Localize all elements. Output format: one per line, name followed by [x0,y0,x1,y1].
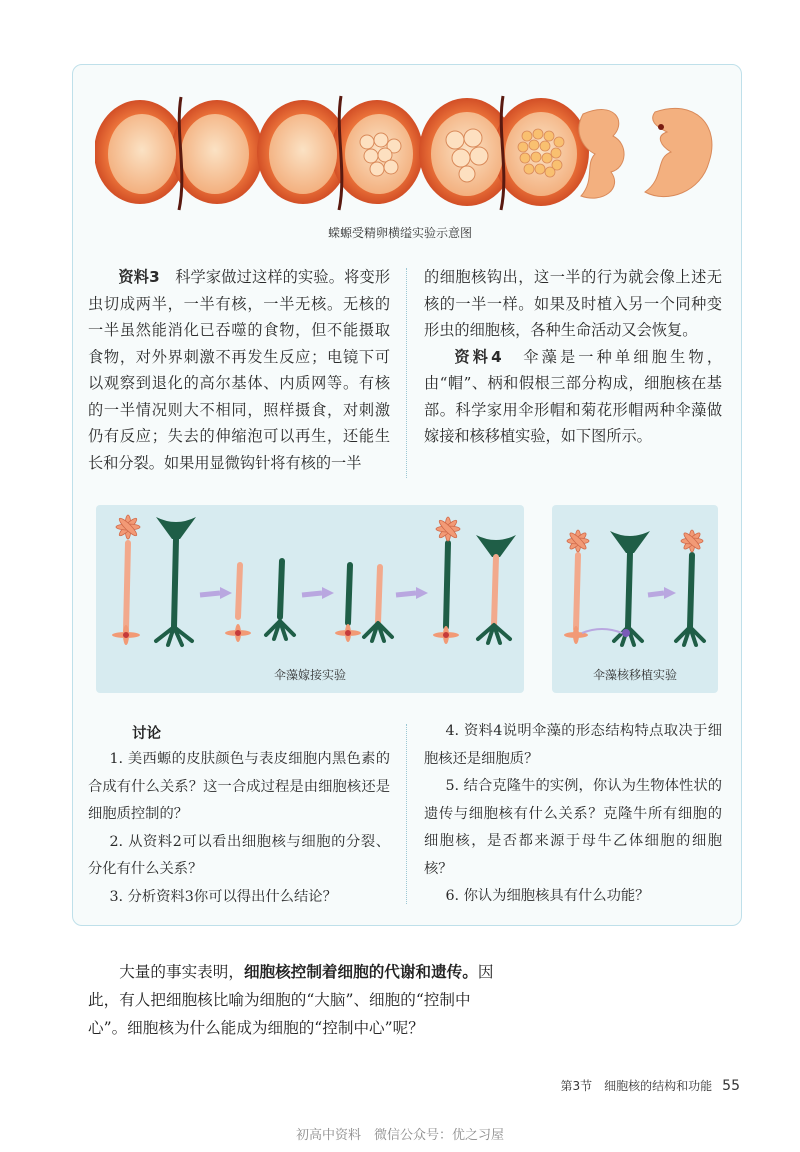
question-5: 5. 结合克隆牛的实例，你认为生物体性状的遗传与细胞核有什么关系？克隆牛所有细胞的细胞核，是否都来源于母牛乙体细胞的细胞核？ [424,778,722,877]
transplant-result-plant [676,530,704,645]
discussion-left-column [88,746,390,911]
transplant-diagram [552,505,718,693]
figure1-caption: 蝾螈受精卵横缢实验示意图 [327,226,472,240]
question-3: 3. 分析资料3你可以得出什么结论？ [109,888,337,905]
page-number: 55 [722,1078,740,1094]
umbrella-algae-graft-panel [96,505,524,693]
graft-diagram [96,505,524,693]
question-6: 6. 你认为细胞核具有什么功能？ [445,888,650,904]
page-footer [561,1077,740,1094]
grafted-stalks [335,565,392,642]
question-1: 1. 美西螈的皮肤颜色与表皮细胞内黑色素的合成有什么关系？这一合成过程是由细胞核还是细胞质控制的？ [88,751,390,822]
discussion-title: 讨论 [132,726,161,742]
graft-caption: 伞藻嫁接实验 [273,668,346,682]
pink-algae-plant [112,515,140,645]
question-4: 4. 资料4说明伞藻的形态结构特点取决于细胞核还是细胞质？ [424,723,722,767]
graft-arrow-1 [200,593,220,595]
graft-results [433,517,516,644]
umbrella-algae-transplant-panel [552,505,718,693]
cut-stalks [225,561,294,642]
egg-stage-3 [419,96,589,210]
column-divider [406,268,407,478]
newt-egg-figure [95,92,715,212]
transplant-pink-plant [564,530,589,644]
transplant-arrow [648,593,664,595]
transplant-caption: 伞藻核移植实验 [592,668,677,682]
green-algae-plant [156,517,196,645]
material3-right-column [424,264,722,450]
question-2: 2. 从资料2可以看出细胞核与细胞的分裂、分化有什么关系？ [88,833,390,877]
conclusion-bold: 细胞核控制着细胞的代谢和遗传。 [243,963,478,981]
conclusion-paragraph [88,958,508,1042]
material3-text: 科学家做过这样的实验。将变形虫切成两半，一半有核，一半无核。无核的一半虽然能消化已吞噬的食物，但不能摄取食物，对外界刺激不再发生反应；电镜下可以观察到退化的高尔基体、内质网等。有核的一半情况则大不相同，照样摄食，对刺激仍有反应；失去的伸缩泡可以再生，还能生长和分裂。如果用显微钩针将有核的一半 [88,268,391,472]
egg-stage-1 [95,97,263,210]
section-title: 第3节 细胞核的结构和功能 [560,1079,713,1093]
watermark: 初高中资料 微信公众号：优之习屋 [295,1128,504,1143]
embryo-stage-4 [579,108,712,198]
material3-continued: 的细胞核钩出，这一半的行为就会像上述无核的一半一样。如果及时植入另一个同种变形虫的细胞核，各种生命活动又会恢复。 [424,268,722,339]
discussion-right-column [424,718,722,911]
egg-stage-2 [257,96,423,210]
transplant-green-plant [582,531,650,645]
material3-left-column [88,264,390,476]
material4-label: 资料4 [454,347,502,366]
discussion-divider [406,724,407,904]
material4-text: 伞藻是一种单细胞生物，由“帽”、柄和假根三部分构成，细胞核在基部。科学家用伞形帽和菊花形帽两种伞藻做嫁接和核移植实验，如下图所示。 [424,347,722,445]
conclusion-pre: 大量的事实表明， [119,963,244,981]
conclusion-post: 因此，有人把细胞核比喻为细胞的“大脑”、细胞的“控制中心”。细胞核为什么能成为细胞的“控制中心”呢？ [88,963,494,1037]
material3-label: 资料3 [118,268,160,286]
